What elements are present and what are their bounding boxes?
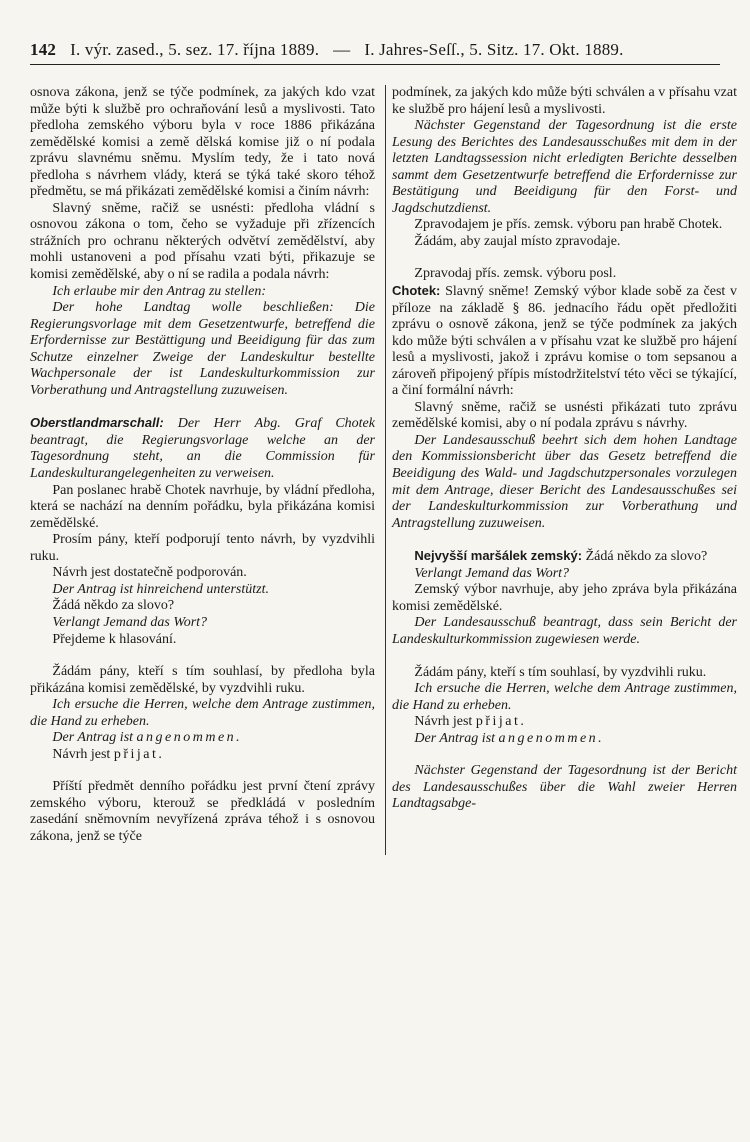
paragraph-text: Žádám pány, kteří s tím souhlasí, by vyzdvihli ruku. bbox=[414, 664, 707, 680]
left-paragraph bbox=[30, 779, 375, 845]
right-paragraph bbox=[392, 118, 737, 217]
paragraph-text: Der Antrag ist bbox=[52, 730, 137, 746]
spaced-emphasis: přijat. bbox=[113, 746, 165, 762]
left-column bbox=[30, 85, 375, 846]
paragraph-text: Der Landesausschuß beehrt sich dem hohen Landtage den Kommissionsbericht über das Gesetz betreffend die Beeidigung des Wald- und Jagdschutzpersonales vorzulegen mit dem Antrage, dieser Bericht des Landesausschußes sei der Landeskulturkommission zur Vorberathung und Antragstellung zuzuweisen. bbox=[392, 432, 737, 531]
left-paragraph bbox=[30, 632, 375, 649]
paragraph-text: Slavný sněme, račiž se usnésti: předloha vládní s osnovou zákona o tom, čeho se vyžaduje při zřízencích strážních pro ochranu některých odvětví zemědělství, aby mohli ustanoveni a pod přísahu vzati býti, přikazuje se komisi zemědělské, aby o ní se radila a podala návrh: bbox=[30, 200, 375, 283]
left-paragraph bbox=[30, 532, 375, 565]
right-paragraph bbox=[392, 266, 737, 283]
paragraph-text: Zpravodaj přís. zemsk. výboru posl. bbox=[414, 266, 617, 282]
left-paragraph bbox=[30, 664, 375, 697]
page-header bbox=[30, 40, 720, 65]
paragraph-text: Der Landesausschuß beantragt, dass sein Bericht der Landeskulturkommission zugewiesen werde. bbox=[392, 615, 737, 647]
left-paragraph bbox=[30, 730, 375, 747]
header-title-german: I. Jahres-Seſſ., 5. Sitz. 17. Okt. 1889. bbox=[364, 40, 624, 59]
right-paragraph bbox=[392, 433, 737, 532]
right-paragraph bbox=[392, 665, 737, 682]
paragraph-text: Návrh jest dostatečně podporován. bbox=[52, 565, 247, 581]
paragraph-text: podmínek, za jakých kdo může býti schválen a v přísahu vzat ke službě pro hájení lesů a myslivosti. bbox=[392, 85, 737, 117]
paragraph-text: Žádám, aby zaujal místo zpravodaje. bbox=[414, 233, 621, 249]
paragraph-text: Der hohe Landtag wolle beschließen: Die Regierungsvorlage mit dem Gesetzentwurfe, betreffend die Erfordernisse zur Bestättigung und Beeidigung für das zum Schutze einzelner Zweige der Landeskultur bestellte Wachpersonale der ist Landeskulturkommission zur Vorberathung und Antragstellung zuzuweisen. bbox=[30, 300, 375, 398]
paragraph-text: Ich ersuche die Herren, welche dem Antrage zustimmen, die Hand zu erheben. bbox=[392, 681, 737, 713]
paragraph-text: Nächster Gegenstand der Tagesordnung ist die erste Lesung des Berichtes des Landesausschußes mit dem in der letzten Landtagssession nicht erledigten Berichte desselben sammt dem Gesetzentwurfe betreffend die Erfordernisse zur Bestätigung und Beeidigung für den Forst- und Jagdschutzdienst. bbox=[392, 118, 737, 216]
left-paragraph bbox=[30, 697, 375, 730]
paragraph-text: Prosím pány, kteří podporují tento návrh, by vyzdvihli ruku. bbox=[30, 532, 375, 564]
right-paragraph bbox=[392, 85, 737, 118]
spaced-emphasis: angenommen. bbox=[136, 730, 243, 746]
right-paragraph bbox=[392, 566, 737, 583]
paragraph-text: Žádá někdo za slovo? bbox=[582, 549, 708, 565]
spaced-emphasis: přijat. bbox=[475, 714, 527, 730]
paragraph-text: Ich ersuche die Herren, welche dem Antrage zustimmen, die Hand zu erheben. bbox=[30, 697, 375, 729]
right-paragraph bbox=[392, 615, 737, 648]
right-paragraph bbox=[392, 548, 737, 566]
paragraph-text: Žádám pány, kteří s tím souhlasí, by předloha byla přikázána komisi zemědělské, by vyzdvihli ruku. bbox=[30, 664, 375, 696]
column-divider bbox=[385, 85, 386, 855]
paragraph-text: Ich erlaube mir den Antrag zu stellen: bbox=[52, 283, 266, 299]
left-paragraph bbox=[30, 565, 375, 582]
left-paragraph bbox=[30, 85, 375, 201]
left-paragraph bbox=[30, 201, 375, 284]
left-paragraph bbox=[30, 582, 375, 599]
left-paragraph bbox=[30, 598, 375, 615]
paragraph-text: Žádá někdo za slovo? bbox=[52, 598, 175, 614]
right-paragraph bbox=[392, 283, 737, 400]
paragraph-text: Der Herr Abg. Graf Chotek beantragt, die Regierungsvorlage welche an der Tagesordnung steht, an die Commission für Landeskulturangelegenheiten zu verweisen. bbox=[30, 416, 375, 482]
paragraph-text: Verlangt Jemand das Wort? bbox=[52, 614, 208, 630]
left-paragraph bbox=[30, 300, 375, 399]
paragraph-text: Návrh jest bbox=[52, 746, 114, 762]
right-paragraph bbox=[392, 217, 737, 234]
right-paragraph bbox=[392, 400, 737, 433]
left-paragraph bbox=[30, 483, 375, 533]
paragraph-text: Der Antrag ist hinreichend unterstützt. bbox=[52, 581, 269, 597]
page-number: 142 bbox=[30, 40, 57, 59]
left-paragraph bbox=[30, 615, 375, 632]
paragraph-text: Verlangt Jemand das Wort? bbox=[414, 565, 570, 581]
spaced-emphasis: angenommen. bbox=[498, 730, 605, 746]
right-column bbox=[392, 85, 737, 813]
right-paragraph bbox=[392, 234, 737, 251]
left-paragraph bbox=[30, 747, 375, 764]
paragraph-text: Nächster Gegenstand der Tagesordnung ist der Bericht des Landesausschußes über die Wahl zweier Herren Landtagsabge- bbox=[392, 763, 737, 812]
right-paragraph bbox=[392, 681, 737, 714]
paragraph-text: osnova zákona, jenž se týče podmínek, za jakých kdo vzat může býti k službě pro ochraňování lesů a myslivosti. Tato předloha zemského výboru byla v roce 1886 přikázána zemědělské komisi a země dělská komise již o ní podala zprávu slavnému sněmu. Myslím tedy, že i tato nová předloha s návrhem vlády, která se týká také skoro téhož předmětu, se má přikázati zemědělské komisi a činím návrh: bbox=[30, 85, 375, 200]
paragraph-text: Přejdeme k hlasování. bbox=[52, 631, 177, 647]
paragraph-text: Der Antrag ist bbox=[414, 730, 499, 746]
paragraph-text: Návrh jest bbox=[414, 714, 476, 730]
paragraph-text: Příští předmět denního pořádku jest první čtení zprávy zemského výboru, kterouž se předkládá v posledním zasedání sněmovním nevyřízená zpráva téhož i s osnovou zákona, jenž se týče bbox=[30, 779, 375, 844]
paragraph-text: Zpravodajem je přís. zemsk. výboru pan hrabě Chotek. bbox=[414, 217, 723, 233]
paragraph-text: Pan poslanec hrabě Chotek navrhuje, by vládní předloha, která se nachází na denním pořádku, byla přikázána komisi zemědělské. bbox=[30, 482, 375, 531]
header-title-czech: I. výr. zased., 5. sez. 17. října 1889. bbox=[70, 40, 320, 59]
speaker-name: Nejvyšší maršálek zemský: bbox=[414, 548, 583, 564]
left-paragraph bbox=[30, 415, 375, 482]
right-paragraph bbox=[392, 763, 737, 813]
right-paragraph bbox=[392, 582, 737, 615]
right-paragraph bbox=[392, 714, 737, 731]
paragraph-text: Slavný sněme, račiž se usnésti přikázati tuto zprávu zemědělské komisi, aby o ní podala zprávu s návrhy. bbox=[392, 399, 737, 432]
speaker-name: Oberstlandmarschall: bbox=[30, 415, 164, 431]
left-paragraph bbox=[30, 284, 375, 301]
header-dash: — bbox=[333, 40, 351, 59]
paragraph-text: Slavný sněme! Zemský výbor klade sobě za čest v příloze na základě § 86. jednacího řádu opět předložiti zprávu o osnově zákona, jenž se týče podmínek za jakých kdo může býti schválen a v přísahu vzat ke službě pro hájení lesů a myslivosti, jakož i zprávu komise o tom sepsanou a zároveň připojený přípis místodržitelství této věci se týkající, a činí formální návrh: bbox=[392, 284, 737, 399]
right-paragraph bbox=[392, 731, 737, 748]
speaker-name: Chotek: bbox=[392, 283, 441, 299]
paragraph-text: Zemský výbor navrhuje, aby jeho zpráva byla přikázána komisi zemědělské. bbox=[392, 582, 737, 614]
